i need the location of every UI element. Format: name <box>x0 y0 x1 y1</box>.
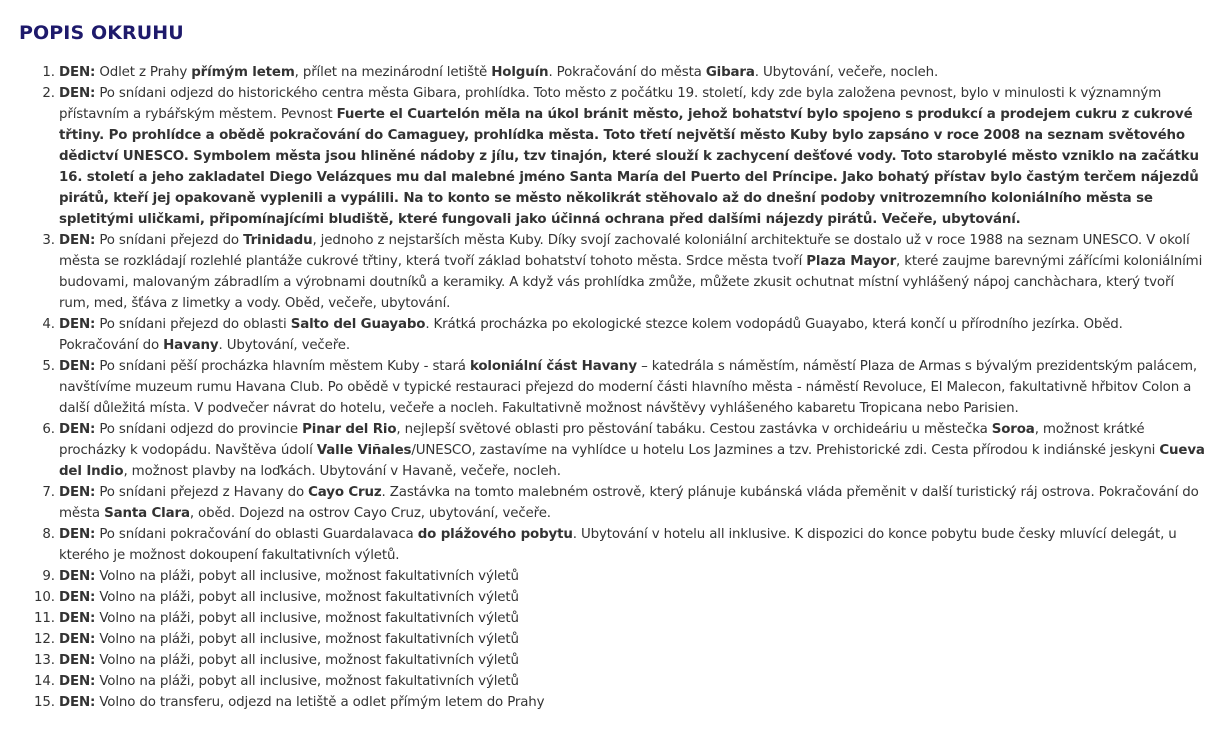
bold-text: Santa Clara <box>104 506 190 521</box>
itinerary-day-7 <box>59 482 1205 524</box>
bold-text: DEN: <box>59 485 96 500</box>
itinerary-day-13 <box>59 650 1205 671</box>
body-text: . Krátká procházka po ekologické stezce kolem vodopádů Guayabo, která končí u přírodního jezírka. Oběd. Pokračování do <box>59 317 1123 353</box>
itinerary-day-6 <box>59 419 1205 482</box>
body-text: . Pokračování do města <box>548 65 706 80</box>
body-text: Volno na pláži, pobyt all inclusive, možnost fakultativních výletů <box>95 590 519 605</box>
body-text: Po snídani pěší procházka hlavním městem Kuby - stará <box>95 359 470 374</box>
itinerary-day-8 <box>59 524 1205 566</box>
body-text: Po snídani přejezd do oblasti <box>95 317 291 332</box>
itinerary-day-3 <box>59 230 1205 314</box>
body-text: Volno na pláži, pobyt all inclusive, možnost fakultativních výletů <box>95 674 519 689</box>
itinerary-day-14 <box>59 671 1205 692</box>
bold-text: Havany <box>163 338 219 353</box>
body-text: – katedrála s náměstím, náměstí Plaza de Armas s bývalým prezidentským palácem, navštívíme muzeum rumu Havana Club. Po obědě v typické restauraci přejezd do moderní části hlavního města - náměstí Revoluce, El Malecon, fakultativně hřbitov Colon a další důležitá místa. V podvečer návrat do hotelu, večeře a nocleh. Fakultativně možnost návštěvy vyhlášeného kabaretu Tropicana nebo Parisien. <box>59 359 1198 416</box>
bold-text: do plážového pobytu <box>417 527 573 542</box>
bold-text: Plaza Mayor <box>806 254 897 269</box>
bold-text: DEN: <box>59 611 96 626</box>
body-text: Odlet z Prahy <box>95 65 192 80</box>
bold-text: DEN: <box>59 359 96 374</box>
bold-text: DEN: <box>59 422 96 437</box>
body-text: . Ubytování v hotelu all inklusive. K dispozici do konce pobytu bude česky mluvící delegát, u kterého je možnost dokoupení fakultativních výletů. <box>59 527 1177 563</box>
bold-text: DEN: <box>59 86 96 101</box>
body-text: Volno do transferu, odjezd na letiště a odlet přímým letem do Prahy <box>95 695 545 710</box>
bold-text: DEN: <box>59 65 96 80</box>
bold-text: DEN: <box>59 590 96 605</box>
bold-text: Cayo Cruz <box>308 485 382 500</box>
itinerary-day-15 <box>59 692 1205 713</box>
bold-text: Cueva del Indio <box>59 443 1205 479</box>
body-text: Po snídani přejezd z Havany do <box>95 485 309 500</box>
itinerary-list <box>19 62 1205 713</box>
bold-text: Pinar del Rio <box>302 422 397 437</box>
body-text: , možnost krátké procházky k vodopádu. Navštěva údolí <box>59 422 1145 458</box>
itinerary-day-11 <box>59 608 1205 629</box>
body-text: . Ubytování, večeře, nocleh. <box>754 65 939 80</box>
itinerary-day-12 <box>59 629 1205 650</box>
body-text: , jednoho z nejstarších města Kuby. Díky svojí zachovalé koloniální architektuře se dostalo už v roce 1988 na seznam UNESCO. V okolí města se rozkládají rozlehlé plantáže cukrové třtiny, která tvoří základ bohatství tohoto města. Srdce města tvoří <box>59 233 1190 269</box>
body-text: Volno na pláži, pobyt all inclusive, možnost fakultativních výletů <box>95 632 519 647</box>
bold-text: Soroa <box>991 422 1035 437</box>
page-title: POPIS OKRUHU <box>19 22 184 44</box>
bold-text: DEN: <box>59 674 96 689</box>
bold-text: DEN: <box>59 632 96 647</box>
itinerary-day-9 <box>59 566 1205 587</box>
body-text: /UNESCO, zastavíme na vyhlídce u hotelu Los Jazmines a tzv. Prehistorické zdi. Cesta přírodou k indiánské jeskyni <box>411 443 1160 458</box>
bold-text: DEN: <box>59 695 96 710</box>
bold-text: přímým letem <box>191 65 295 80</box>
bold-text: DEN: <box>59 233 96 248</box>
bold-text: DEN: <box>59 527 96 542</box>
body-text: , nejlepší světové oblasti pro pěstování tabáku. Cestou zastávka v orchideáriu u městečka <box>396 422 992 437</box>
body-text: Po snídani přejezd do <box>95 233 244 248</box>
bold-text: Valle Viñales <box>316 443 412 458</box>
bold-text: Salto del Guayabo <box>290 317 426 332</box>
itinerary-day-4 <box>59 314 1205 356</box>
body-text: , které zaujme barevnými zářícími koloniálními budovami, malovaným zábradlím a výrobnami doutníků a keramiky. A když vás prohlídka zmůže, můžete zkusit ochutnat místní vyhlášený nápoj canchàchara, který tvoří rum, med, šťáva z limetky a vody. Oběd, večeře, ubytování. <box>59 254 1203 311</box>
body-text: . Ubytování, večeře. <box>218 338 350 353</box>
body-text: Po snídani odjezd do historického centra města Gibara, prohlídka. Toto město z počátku 19. století, kdy zde byla založena pevnost, bylo v minulosti k významným přístavním a rybářským městem. Pevnost <box>59 86 1162 122</box>
body-text: , možnost plavby na loďkách. Ubytování v Havaně, večeře, nocleh. <box>123 464 561 479</box>
itinerary-day-2 <box>59 83 1205 230</box>
itinerary-day-10 <box>59 587 1205 608</box>
bold-text: Holguín <box>491 65 549 80</box>
body-text: Volno na pláži, pobyt all inclusive, možnost fakultativních výletů <box>95 569 519 584</box>
body-text: , oběd. Dojezd na ostrov Cayo Cruz, ubytování, večeře. <box>189 506 551 521</box>
body-text: Po snídani odjezd do provincie <box>95 422 303 437</box>
bold-text: Fuerte el Cuartelón měla na úkol bránit město, jehož bohatství bylo spojeno s produkcí a prodejem cukru z cukrové třtiny. Po prohlídce a obědě pokračování do Camaguey, prohlídka města. Toto třetí největší město Kuby bylo zapsáno v roce 2008 na seznam světového dědictví UNESCO. Symbolem města jsou hliněné nádoby z jílu, tzv tinajón, které slouží k zachycení dešťové vody. Toto starobylé město vzniklo na začátku 16. století a jeho zakladatel Diego Velázques mu dal malebné jméno Santa María del Puerto del Príncipe. Jako bohatý přístav bylo častým terčem nájezdů pirátů, kteří jej opakovaně vyplenili a vypálili. Na to konto se město několikrát stěhovalo až do dnešní podoby vnitrozemního koloniálního města se spletitými uličkami, připomínajícími bludiště, které fungovali jako účinná ochrana před dalšími nájezdy pirátů. Večeře, ubytování. <box>59 107 1199 227</box>
body-text: . Zastávka na tomto malebném ostrově, který plánuje kubánská vláda přeměnit v další turistický ráj ostrova. Pokračování do města <box>59 485 1199 521</box>
bold-text: Gibara <box>705 65 755 80</box>
itinerary-day-5 <box>59 356 1205 419</box>
bold-text: DEN: <box>59 569 96 584</box>
body-text: Volno na pláži, pobyt all inclusive, možnost fakultativních výletů <box>95 653 519 668</box>
bold-text: DEN: <box>59 653 96 668</box>
itinerary-day-1 <box>59 62 1205 83</box>
bold-text: koloniální část Havany <box>469 359 638 374</box>
body-text: Po snídani pokračování do oblasti Guardalavaca <box>95 527 418 542</box>
bold-text: DEN: <box>59 317 96 332</box>
body-text: Volno na pláži, pobyt all inclusive, možnost fakultativních výletů <box>95 611 519 626</box>
body-text: , přílet na mezinárodní letiště <box>294 65 492 80</box>
bold-text: Trinidadu <box>243 233 313 248</box>
